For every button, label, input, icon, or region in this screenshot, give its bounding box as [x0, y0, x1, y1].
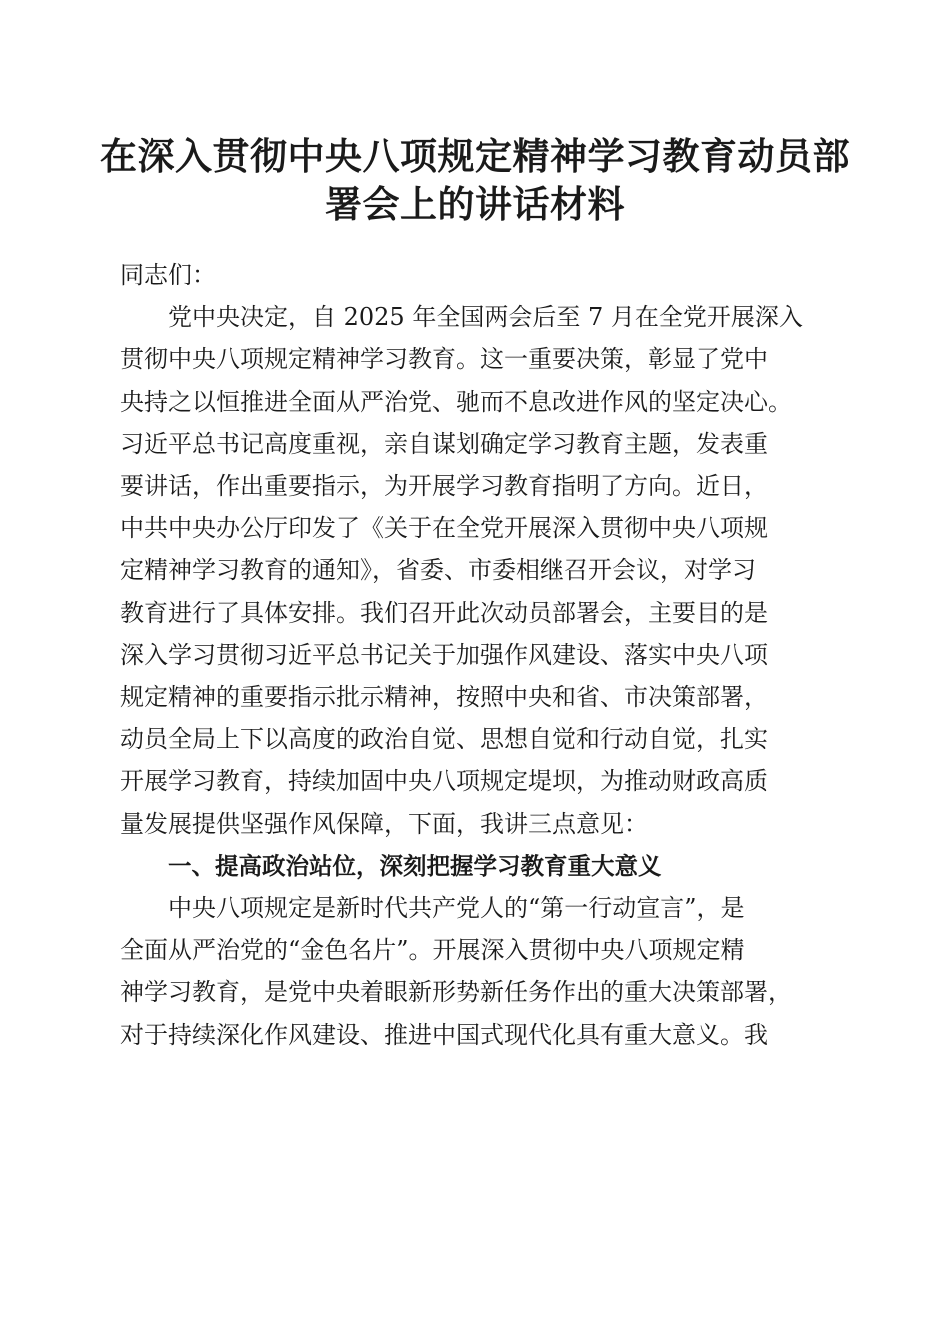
paragraph-1-line: 深入学习贯彻习近平总书记关于加强作风建设、落实中央八项: [120, 640, 768, 669]
salutation: 同志们：: [120, 261, 216, 289]
paragraph-1-line: 要讲话，作出重要指示，为开展学习教育指明了方向。近日，: [120, 472, 768, 501]
paragraph-1-line: 习近平总书记高度重视，亲自谋划确定学习教育主题，发表重: [120, 429, 768, 458]
title-line-2: 署会上的讲话材料: [325, 182, 625, 226]
paragraph-1-line: 动员全局上下以高度的政治自觉、思想自觉和行动自觉，扎实: [120, 725, 768, 754]
paragraph-2-line: 对于持续深化作风建设、推进中国式现代化具有重大意义。我: [120, 1020, 768, 1049]
paragraph-1-line: 规定精神的重要指示批示精神，按照中央和省、市决策部署，: [120, 683, 768, 712]
section-1-heading: 一、提高政治站位，深刻把握学习教育重大意义: [168, 851, 662, 880]
paragraph-1-line: 量发展提供坚强作风保障，下面，我讲三点意见：: [120, 809, 648, 838]
document-body: [120, 254, 835, 1056]
paragraph-1-line: 教育进行了具体安排。我们召开此次动员部署会，主要目的是: [120, 598, 768, 627]
paragraph-1-line: 定精神学习教育的通知》，省委、市委相继召开会议，对学习: [120, 556, 756, 585]
paragraph-1-line: 开展学习教育，持续加固中央八项规定堤坝，为推动财政高质: [120, 767, 768, 796]
paragraph-1: [120, 296, 835, 845]
title-line-1: 在深入贯彻中央八项规定精神学习教育动员部: [100, 134, 850, 178]
document-title: [95, 132, 855, 228]
paragraph-2-line: 中央八项规定是新时代共产党人的“第一行动宣言”，是: [168, 894, 745, 923]
paragraph-2: [120, 887, 835, 1056]
paragraph-2-line: 全面从严治党的“金色名片”。开展深入贯彻中央八项规定精: [120, 936, 745, 965]
paragraph-1-line: 央持之以恒推进全面从严治党、驰而不息改进作风的坚定决心。: [120, 387, 792, 416]
paragraph-1-line: 贯彻中央八项规定精神学习教育。这一重要决策，彰显了党中: [120, 345, 768, 374]
paragraph-1-line: 党中央决定，自 2025 年全国两会后至 7 月在全党开展深入: [168, 303, 803, 332]
paragraph-2-line: 神学习教育，是党中央着眼新形势新任务作出的重大决策部署，: [120, 978, 792, 1007]
paragraph-1-line: 中共中央办公厅印发了《关于在全党开展深入贯彻中央八项规: [120, 514, 768, 543]
